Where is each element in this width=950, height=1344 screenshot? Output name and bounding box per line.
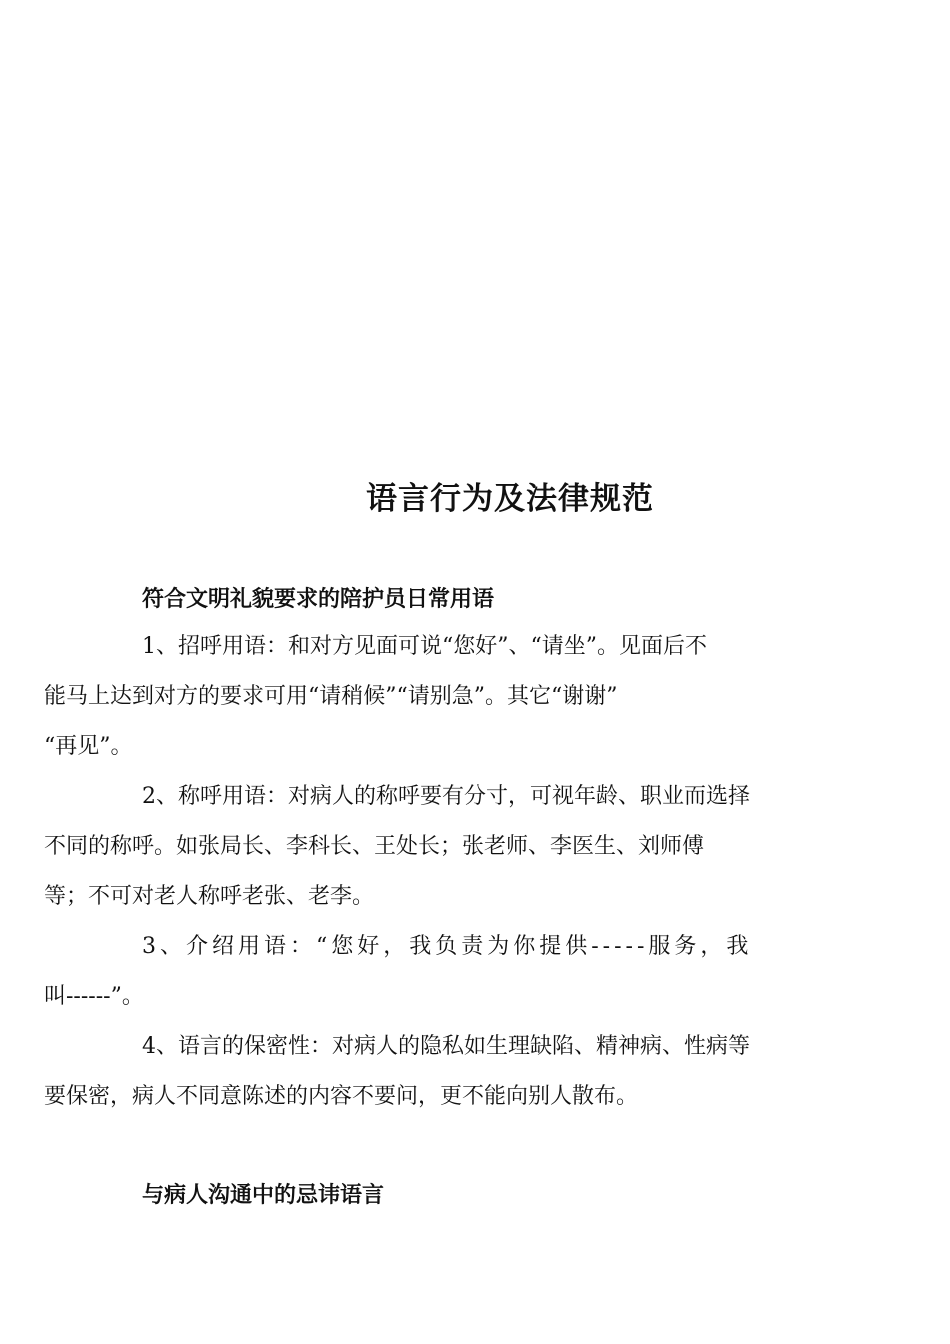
paragraph-line: 叫------”。	[44, 984, 144, 1009]
paragraph-line: 2、称呼用语：对病人的称呼要有分寸，可视年龄、职业而选择	[142, 784, 750, 809]
section-heading-taboo-language: 与病人沟通中的忌讳语言	[142, 1182, 385, 1208]
document-title: 语言行为及法律规范	[366, 481, 654, 517]
paragraph-line: 4、语言的保密性：对病人的隐私如生理缺陷、精神病、性病等	[142, 1034, 750, 1059]
paragraph-line: 要保密，病人不同意陈述的内容不要问，更不能向别人散布。	[44, 1084, 639, 1109]
paragraph-address-phrases	[44, 772, 859, 922]
paragraph-greeting-phrases	[44, 622, 859, 772]
paragraph-line: 3、介绍用语：“您好，我负责为你提供-----服务，我	[142, 934, 753, 959]
paragraph-line: 能马上达到对方的要求可用“请稍候”“请别急”。其它“谢谢”	[44, 684, 618, 709]
paragraph-line: “再见”。	[44, 734, 133, 759]
paragraph-confidentiality	[44, 1022, 859, 1122]
paragraph-introduction-phrases	[44, 922, 859, 1022]
paragraph-line: 不同的称呼。如张局长、李科长、王处长；张老师、李医生、刘师傅	[44, 834, 705, 859]
paragraph-line: 1、招呼用语：和对方见面可说“您好”、“请坐”。见面后不	[142, 634, 707, 659]
section-heading-courtesy-phrases: 符合文明礼貌要求的陪护员日常用语	[142, 586, 495, 612]
paragraph-line: 等；不可对老人称呼老张、老李。	[44, 884, 375, 909]
